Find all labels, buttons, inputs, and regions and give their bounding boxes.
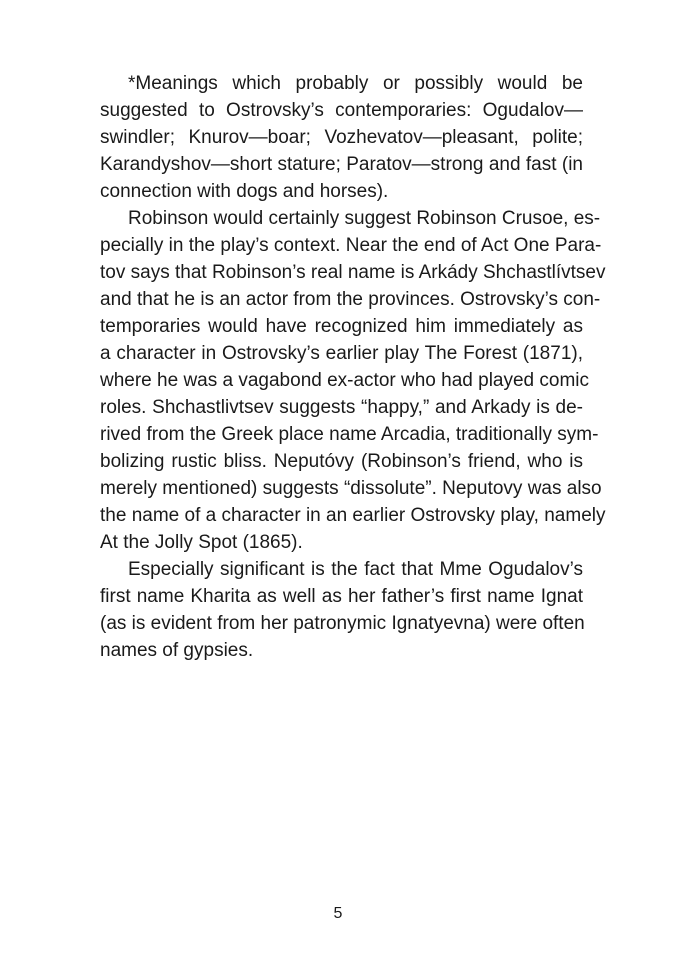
text-line: tov says that Robinson’s real name is Arkády Shchastlívtsev: [100, 262, 606, 283]
text-line: merely mentioned) suggests “dissolute”. Neputovy was also: [100, 478, 602, 499]
paragraph-robinson: [100, 205, 606, 556]
text-line: roles. Shchastlivtsev suggests “happy,” and Arkady is de-: [100, 397, 583, 418]
text-line: names of gypsies.: [100, 640, 254, 661]
text-line: Karandyshov—short stature; Paratov—strong and fast (in: [100, 154, 583, 175]
paragraph-meanings: [100, 70, 583, 205]
text-line: the name of a character in an earlier Ostrovsky play, namely: [100, 505, 606, 526]
text-line: swindler; Knurov—boar; Vozhevatov—pleasant, polite;: [100, 127, 583, 148]
text-line: Especially significant is the fact that Mme Ogudalov’s: [128, 559, 583, 580]
text-line: pecially in the play’s context. Near the end of Act One Para-: [100, 235, 602, 256]
body-text: [100, 70, 606, 664]
text-line: connection with dogs and horses).: [100, 181, 389, 202]
text-line: (as is evident from her patronymic Ignatyevna) were often: [100, 613, 585, 634]
text-line: and that he is an actor from the provinces. Ostrovsky’s con-: [100, 289, 601, 310]
text-line: first name Kharita as well as her father’s first name Ignat: [100, 586, 583, 607]
page-number: 5: [333, 905, 343, 922]
text-line: a character in Ostrovsky’s earlier play The Forest (1871),: [100, 343, 583, 364]
text-line: where he was a vagabond ex-actor who had played comic: [100, 370, 590, 391]
text-line: bolizing rustic bliss. Neputóvy (Robinson’s friend, who is: [100, 451, 583, 472]
text-line: Robinson would certainly suggest Robinson Crusoe, es-: [128, 208, 601, 229]
text-line: temporaries would have recognized him immediately as: [100, 316, 583, 337]
paragraph-gypsies: [100, 556, 583, 664]
text-line: suggested to Ostrovsky’s contemporaries: Ogudalov—: [100, 100, 583, 121]
text-line: *Meanings which probably or possibly would be: [128, 73, 583, 94]
text-line: rived from the Greek place name Arcadia, traditionally sym-: [100, 424, 599, 445]
text-line: At the Jolly Spot (1865).: [100, 532, 303, 553]
